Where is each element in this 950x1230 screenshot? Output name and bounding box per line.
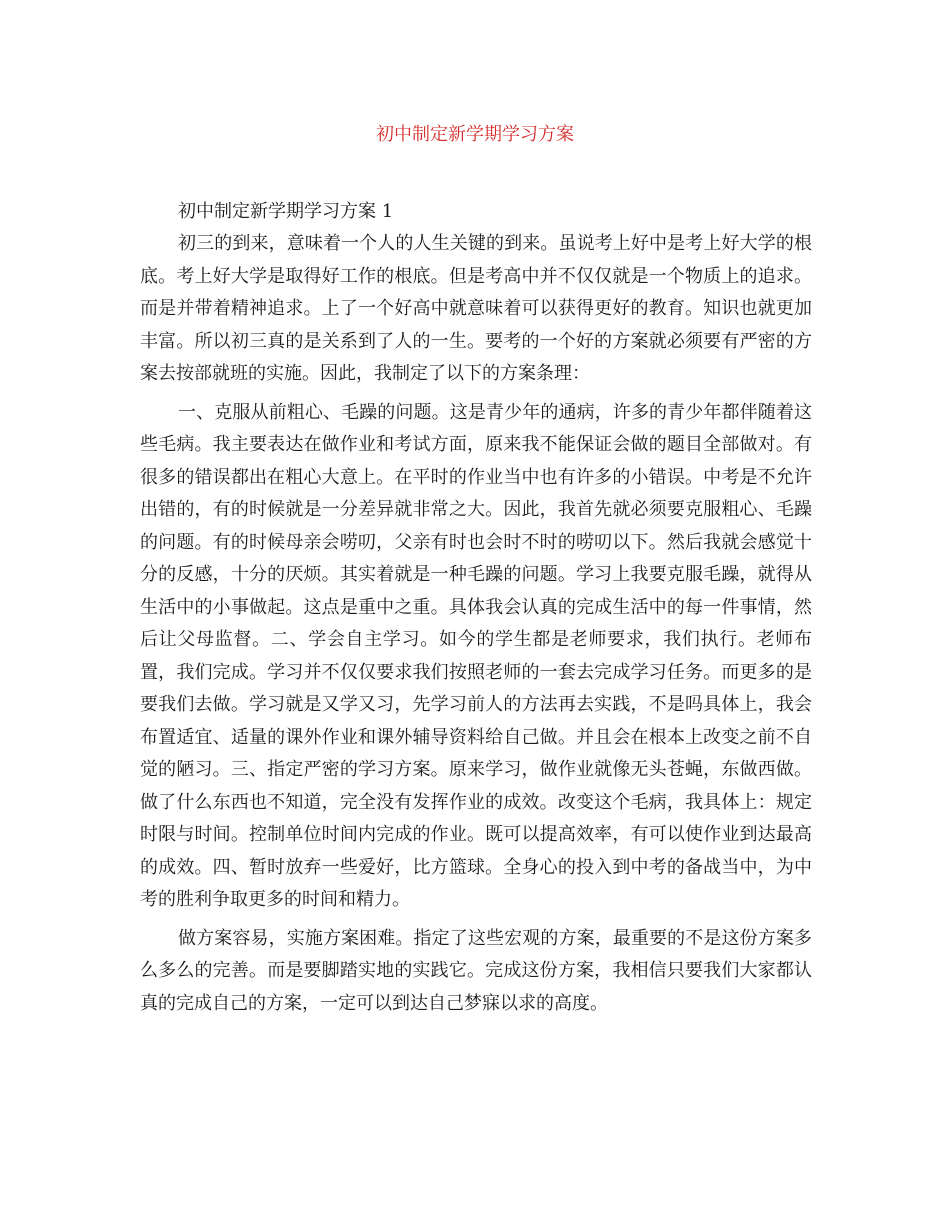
paragraph-intro: 初三的到来，意味着一个人的人生关键的到来。虽说考上好中是考上好大学的根底。考上好大学是取得好工作的根底。但是考高中并不仅仅就是一个物质上的追求。而是并带着精神追求。上了一个好高中就意味着可以获得更好的教育。知识也就更加丰富。所以初三真的是关系到了人的一生。要考的一个好的方案就必须要有严密的方案去按部就班的实施。因此，我制定了以下的方案条理： [140, 233, 812, 384]
document-title: 初中制定新学期学习方案 [376, 124, 574, 145]
paragraph-conclusion: 做方案容易，实施方案困难。指定了这些宏观的方案，最重要的不是这份方案多么多么的完善。而是要脚踏实地的实践它。完成这份方案，我相信只要我们大家都认真的完成自己的方案，一定可以到达自己梦寐以求的高度。 [140, 927, 812, 1014]
section-subtitle: 初中制定新学期学习方案 1 [178, 201, 394, 222]
paragraph-plan-items: 一、克服从前粗心、毛躁的问题。这是青少年的通病，许多的青少年都伴随着这些毛病。我主要表达在做作业和考试方面，原来我不能保证会做的题目全部做对。有很多的错误都出在粗心大意上。在平时的作业当中也有许多的小错误。中考是不允许出错的，有的时候就是一分差异就非常之大。因此，我首先就必须要克服粗心、毛躁的问题。有的时候母亲会唠叨，父亲有时也会时不时的唠叨以下。然后我就会感觉十分的反感，十分的厌烦。其实着就是一种毛躁的问题。学习上我要克服毛躁，就得从生活中的小事做起。这点是重中之重。具体我会认真的完成生活中的每一件事情，然后让父母监督。二、学会自主学习。如今的学生都是老师要求，我们执行。老师布置，我们完成。学习并不仅仅要求我们按照老师的一套去完成学习任务。而更多的是要我们去做。学习就是又学又习，先学习前人的方法再去实践，不是吗具体上，我会布置适宜、适量的课外作业和课外辅导资料给自己做。并且会在根本上改变之前不自觉的陋习。三、指定严密的学习方案。原来学习，做作业就像无头苍蝇，东做西做。做了什么东西也不知道，完全没有发挥作业的成效。改变这个毛病，我具体上：规定时限与时间。控制单位时间内完成的作业。既可以提高效率，有可以使作业到达最高的成效。四、暂时放弃一些爱好，比方篮球。全身心的投入到中考的备战当中，为中考的胜利争取更多的时间和精力。 [140, 401, 812, 910]
document-body [140, 196, 812, 1026]
